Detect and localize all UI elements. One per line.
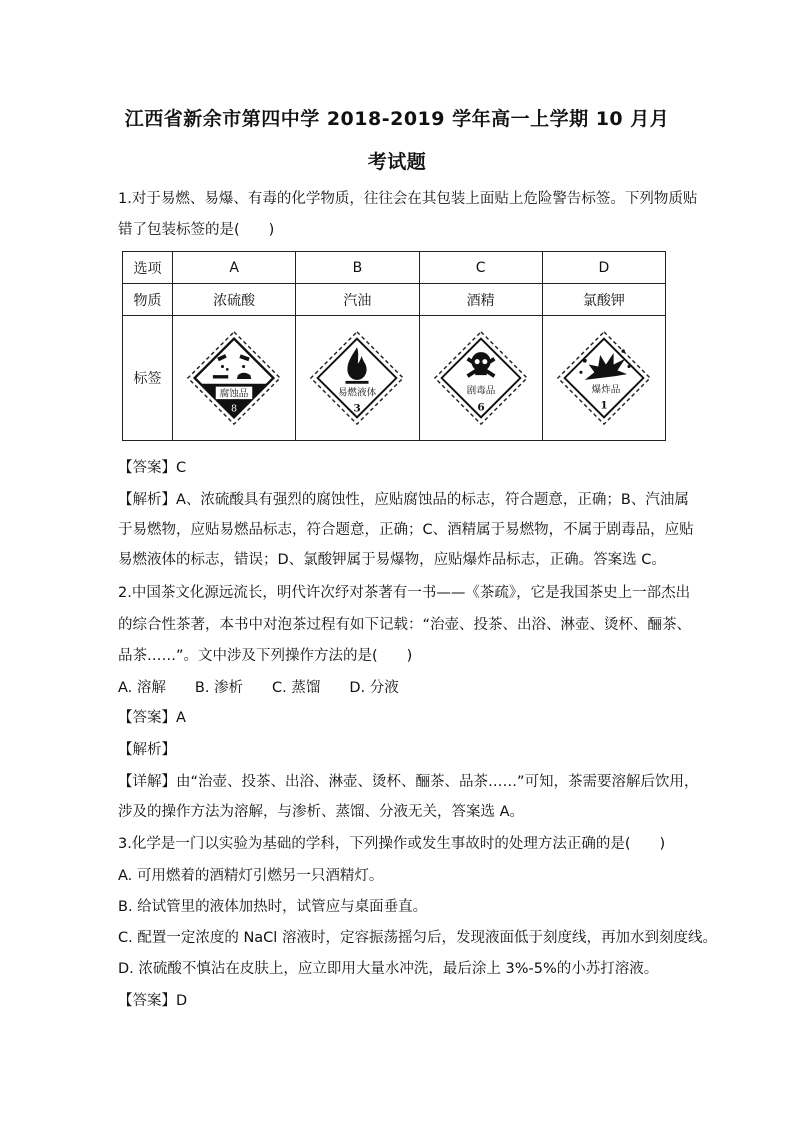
table-cell-header: A <box>173 252 296 284</box>
sign-number: 6 <box>476 401 485 414</box>
sign-text: 易燃液体 <box>338 387 377 399</box>
hazard-sign-explosive <box>556 330 652 426</box>
q3-stem: 3.化学是一门以实验为基础的学科，下列操作或发生事故时的处理方法正确的是( ) <box>118 836 666 852</box>
table-row-substance <box>123 284 666 316</box>
table-cell-row-label: 标签 <box>123 316 173 441</box>
table-cell-row-label: 物质 <box>123 284 173 316</box>
table-cell-substance: 氯酸钾 <box>542 284 665 316</box>
q2-analysis-heading: 【解析】 <box>118 742 176 758</box>
q2-answer: 【答案】A <box>118 710 186 726</box>
q1-analysis-line2: 于易燃物，应贴易燃品标志，符合题意，正确；C、酒精属于易燃物，不属于剧毒品，应贴 <box>118 522 694 538</box>
q1-stem-line1: 1.对于易燃、易爆、有毒的化学物质，往往会在其包装上面贴上危险警告标签。下列物质贴 <box>118 191 698 207</box>
q3-option-c: C. 配置一定浓度的 NaCl 溶液时，定容振荡摇匀后，发现液面低于刻度线，再加水到刻度线。 <box>118 930 717 946</box>
q3-option-b: B. 给试管里的液体加热时，试管应与桌面垂直。 <box>118 899 428 915</box>
q3-answer: 【答案】D <box>118 993 188 1009</box>
q2-stem-line1: 2.中国茶文化源远流长，明代许次纾对茶著有一书——《茶疏》，它是我国茶史上一部杰出 <box>118 585 691 601</box>
q2-detail-line2: 涉及的操作方法为溶解，与渗析、蒸馏、分液无关，答案选 A。 <box>118 804 525 820</box>
q3-option-d: D. 浓硫酸不慎沾在皮肤上，应立即用大量水冲洗，最后涂上 3%-5%的小苏打溶液。 <box>118 961 659 977</box>
table-cell-header: C <box>419 252 542 284</box>
hazard-sign-corrosive <box>186 330 282 426</box>
q1-analysis-line1: 【解析】A、浓硫酸具有强烈的腐蚀性，应贴腐蚀品的标志，符合题意，正确；B、汽油属 <box>118 492 689 508</box>
page-title-line2: 考试题 <box>367 151 427 173</box>
hazard-label-table <box>122 251 666 441</box>
table-cell-sign <box>542 316 665 441</box>
q2-detail-line1: 【详解】由“治壶、投茶、出浴、淋壶、烫杯、酾茶、品茶……”可知，茶需要溶解后饮用， <box>118 774 699 790</box>
q1-stem-line2: 错了包装标签的是( ) <box>118 222 275 238</box>
table-cell-substance: 浓硫酸 <box>173 284 296 316</box>
table-cell-sign <box>173 316 296 441</box>
sign-number: 8 <box>231 403 238 415</box>
table-cell-sign <box>296 316 419 441</box>
table-cell-substance: 酒精 <box>419 284 542 316</box>
q2-options: A. 溶解 B. 渗析 C. 蒸馏 D. 分液 <box>118 680 399 696</box>
q1-answer: 【答案】C <box>118 460 187 476</box>
table-cell-header: B <box>296 252 419 284</box>
table-cell-header: 选项 <box>123 252 173 284</box>
table-cell-sign <box>419 316 542 441</box>
hazard-sign-flammable <box>309 330 405 426</box>
sign-number: 1 <box>600 399 608 412</box>
hazard-sign-toxic <box>433 330 529 426</box>
q3-option-a: A. 可用燃着的酒精灯引燃另一只酒精灯。 <box>118 868 384 884</box>
q2-stem-line3: 品茶……”。文中涉及下列操作方法的是( ) <box>118 648 413 664</box>
page-title-line1: 江西省新余市第四中学 2018-2019 学年高一上学期 10 月月 <box>124 108 670 130</box>
table-cell-header: D <box>542 252 665 284</box>
sign-text: 爆炸品 <box>591 384 621 396</box>
sign-text: 腐蚀品 <box>219 388 249 400</box>
sign-text: 剧毒品 <box>466 385 495 397</box>
table-row-header <box>123 252 666 284</box>
table-cell-substance: 汽油 <box>296 284 419 316</box>
q1-analysis-line3: 易燃液体的标志，错误；D、氯酸钾属于易爆物，应贴爆炸品标志，正确。答案选 C。 <box>118 552 666 568</box>
table-row-sign <box>123 316 666 441</box>
sign-number: 3 <box>353 402 362 415</box>
q2-stem-line2: 的综合性茶著，本书中对泡茶过程有如下记载：“治壶、投茶、出浴、淋壶、烫杯、酾茶、 <box>118 617 692 633</box>
